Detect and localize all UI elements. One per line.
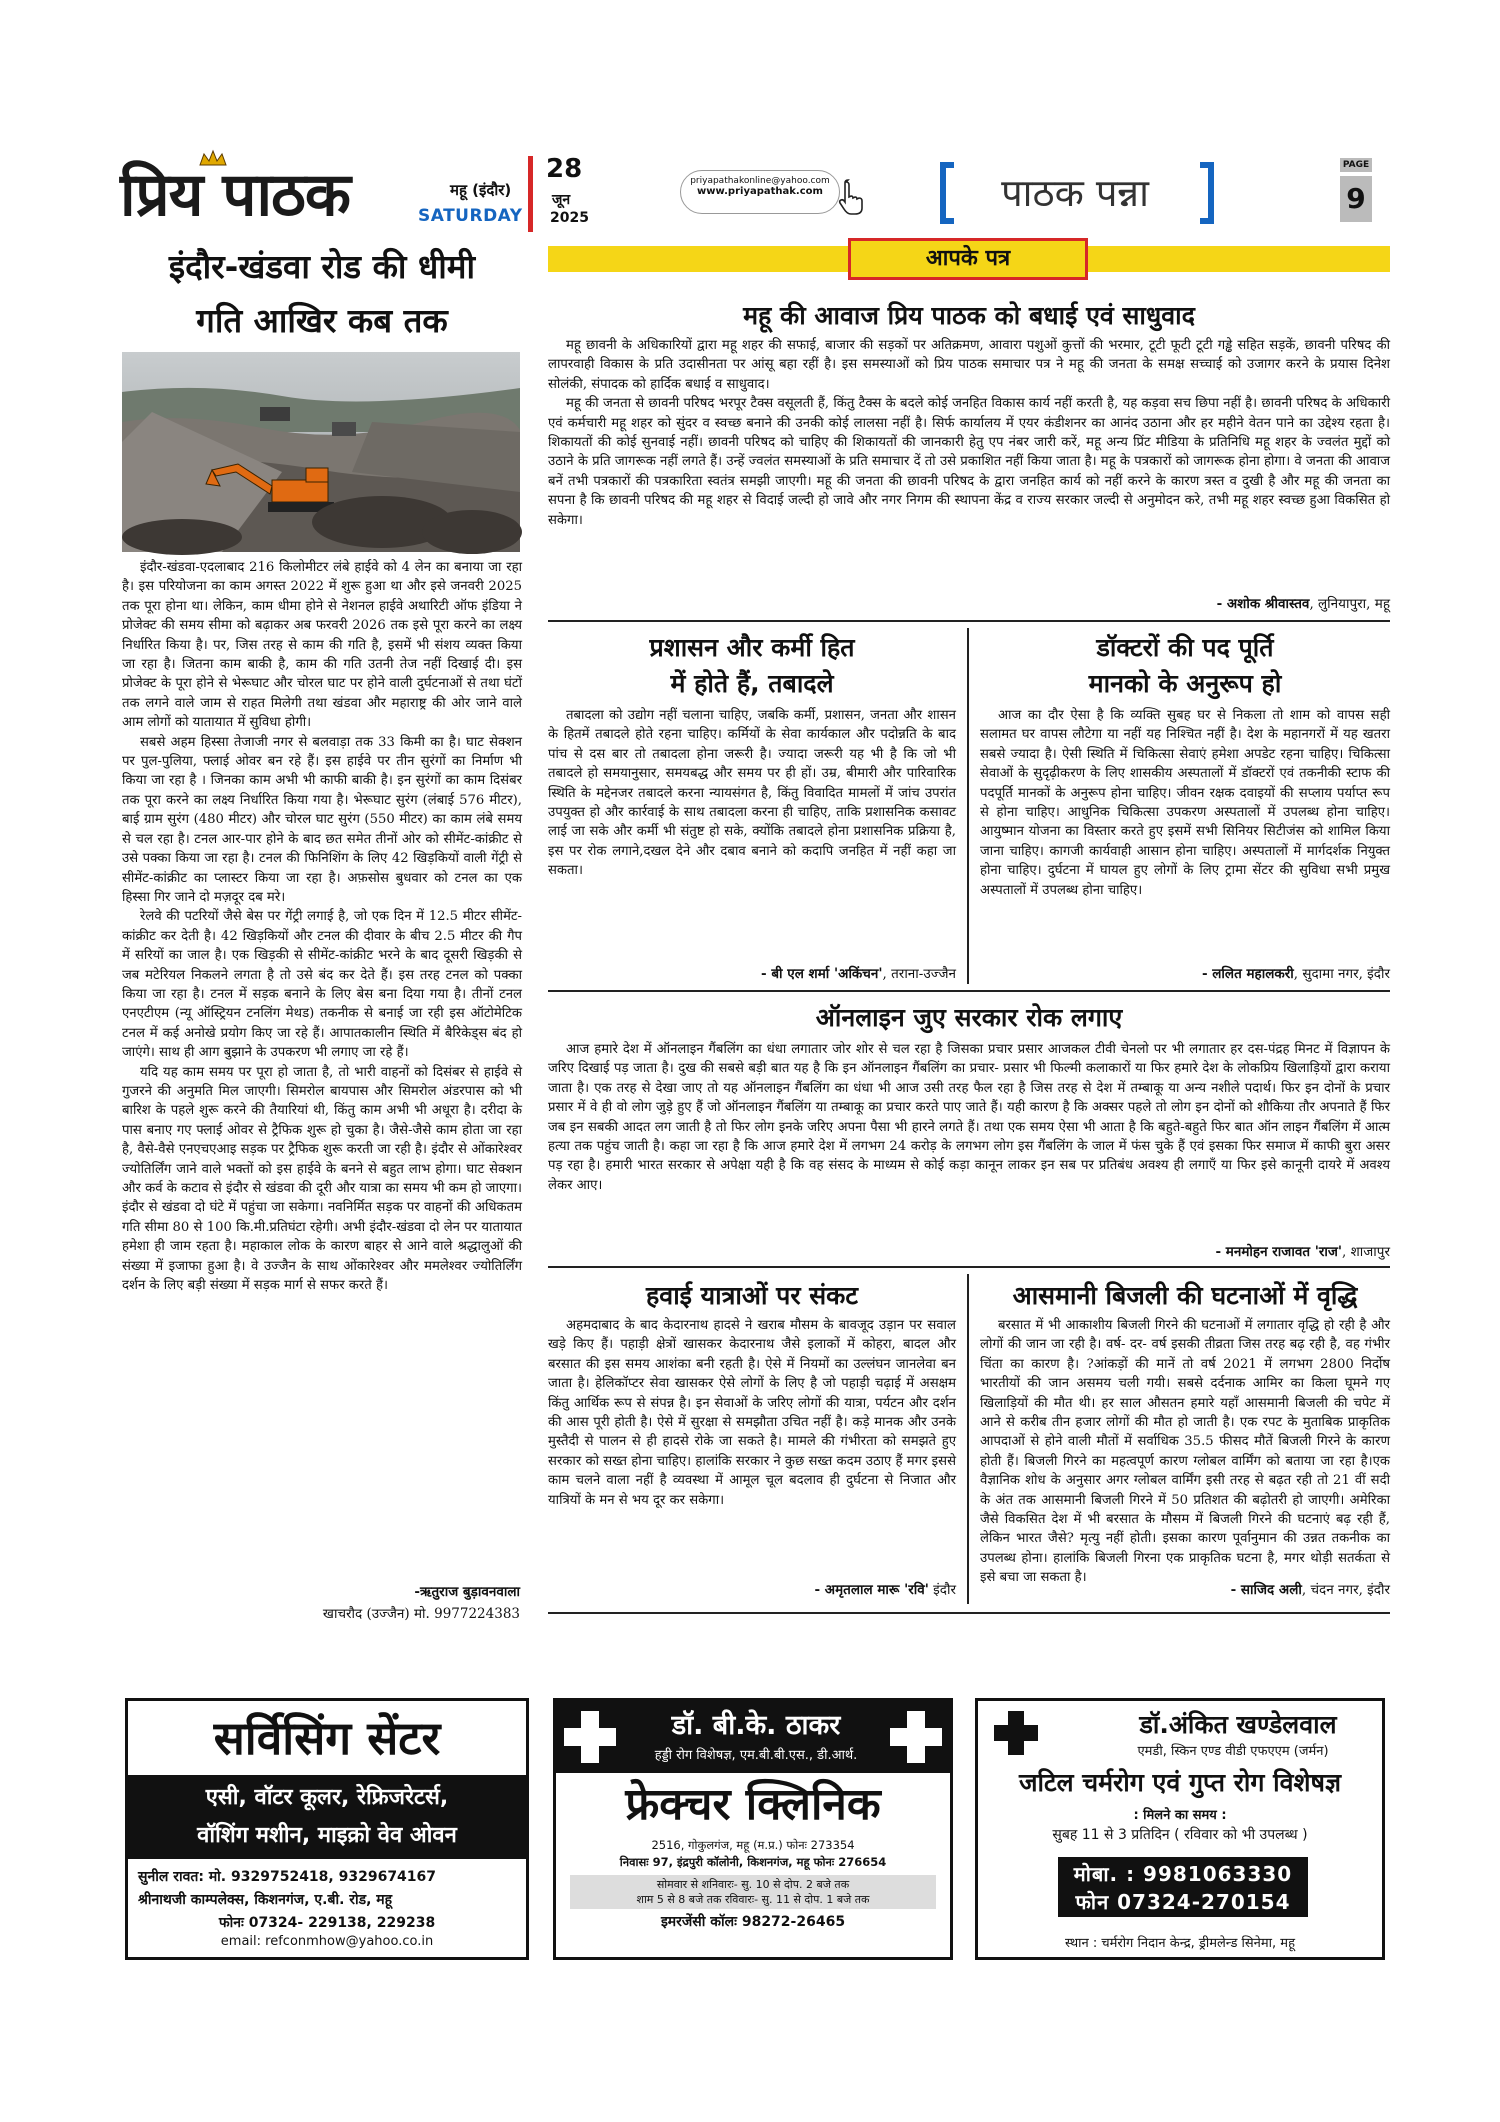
- letter6-author: - साजिद अली: [1230, 1582, 1302, 1598]
- lead-photo-excavation: [122, 352, 520, 552]
- letter4-paragraph: आज हमारे देश में ऑनलाइन गैंबलिंग का धंधा लगातार जोर शोर से चल रहा है जिसका प्रचार प्रसार आजकल टीवी चेनलो पर भी लगातार हर दस-पंद्रह मिनट में विज्ञापन के जरिए दिखाई पड़ जाता है। दुख की सबसे बड़ी बात यह है कि इन ऑनलाइन गैंबलिंग का प्रचार- प्रसार भी फिल्मी कलाकारों या फिर हमारे देश के लोकप्रिय खिलाड़ियों द्वारा कराया जाता है। एक तरह से देखा जाए तो यह ऑनलाइन गैंबलिंग का धंधा भी आज उसी तरह फैल रहा है जिस तरह से देश में तम्बाकू या अन्य नशीले पदार्थ। फिर इन दोनों के प्रचार प्रसार में वे ही वो लोग जुड़े हुए हैं जो ऑनलाइन गैंबलिंग या तम्बाकू का प्रचार करते पाए जाते हैं। यही कारण है कि अक्सर पहले तो लोग इन दोनों को शौकिया तौर अपनाते हैं फिर जब इन सबकी आदत लग जाती है तो फिर लोग इनके जरिए अपना पैसा भी हारने लगते हैं। तथा एक समय ऐसा भी आता है कि बहुते-बहुते फिर बात ऑन लाइन गैंबलिंग में आत्म हत्या तक पहुंच जाती है। कहा जा रहा है कि आज हमारे देश में लगभग 24 करोड़ के लगभग लोग इस गैंबलिंग के जाल में फंस चुके हैं एवं इसका फिर समाज में काफी बुरा असर पड़ रहा है। हमारी भारत सरकार से अपेक्षा यही है कि वह संसद के माध्यम से कोई कड़ा कानून लाकर इन सब पर प्रतिबंध अवश्य ही लगाएँ या फिर इसे कानूनी दायरे में अवश्य लेकर आए।: [548, 1042, 1390, 1193]
- ad-skin-time-label: : मिलने का समय :: [1133, 1808, 1227, 1823]
- ad-skin-doctor: डॉ.अंकित खण्डेलवाल: [1139, 1710, 1337, 1739]
- lead-headline-line2: गति आखिर कब तक: [196, 301, 448, 340]
- lead-headline: [122, 240, 522, 348]
- letter1-headline: महू की आवाज प्रिय पाठक को बधाई एवं साधुवाद: [743, 301, 1195, 330]
- letter2-body: [548, 706, 956, 926]
- ad-fracture-timings: [570, 1875, 936, 1909]
- lead-author-place: खाचरौद (उज्जैन) मो. 9977224383: [322, 1606, 520, 1622]
- ad-servicing-services: [128, 1775, 526, 1859]
- date-month: जून: [552, 192, 571, 208]
- letter2-author: - बी एल शर्मा 'अकिंचन': [761, 966, 883, 982]
- ad-skin-degree: एमडी, स्किन एण्ड वीडी एफएएम (जर्मन): [1137, 1744, 1329, 1759]
- letter2-place: , तराना-उज्जैन: [882, 966, 956, 982]
- section-title: पाठक पन्ना: [1001, 171, 1149, 215]
- letter6-body: [980, 1316, 1390, 1586]
- letter4-signature: [548, 1242, 1390, 1260]
- letter3-headline: [980, 630, 1390, 702]
- ad-skin-specialty: जटिल चर्मरोग एवं गुप्त रोग विशेषज्ञ: [1018, 1768, 1342, 1797]
- column-divider: [967, 628, 969, 984]
- letter5-place: इंदौर: [928, 1582, 956, 1598]
- letter2-headline: [548, 630, 956, 702]
- letter3-signature: [980, 964, 1390, 982]
- lead-paragraph: सबसे अहम हिस्सा तेजाजी नगर से बलवाड़ा तक 33 किमी का है। घाट सेक्शन पर पुल-पुलिया, फ्लाई ओवर बन रहे हैं। इस हाईवे पर तीन सुरंगों का निर्माण भी किया जा रहा है । जिनका काम अभी भी काफी बाकी है। इन सुरंगों का काम दिसंबर तक पूरा करने का लक्ष्य निर्धारित किया गया है। भेरूघाट सुरंग (लंबाई 576 मीटर), बाई ग्राम सुरंग (480 मीटर) और चोरल घाट सुरंग (550 मीटर) का काम लंबे समय से चल रहा है। टनल आर-पार होने के बाद छत समेत तीनों ओर को सीमेंट-कांक्रीट से उसे पक्का किया जा रहा है। टनल की फिनिशिंग के लिए 42 खिड़कियों वाली गेंट्री से सीमेंट-कांक्रीट का प्लास्टर किया जा रहा है। अफ़सोस बुधवार को टनल का एक हिस्सा गिर जाने दो मज़दूर दब मरे।: [122, 734, 522, 905]
- letter6-place: , चंदन नगर, इंदौर: [1301, 1582, 1390, 1598]
- ad-skin-phone: फोन 07324-270154: [1075, 1890, 1291, 1914]
- edition-city: महू (इंदौर): [450, 181, 512, 199]
- medical-cross-icon: [994, 1711, 1038, 1755]
- newspaper-logo: प्रिय पाठक: [120, 160, 350, 230]
- letter2-headline-line1: प्रशासन और कर्मी हित: [649, 633, 855, 662]
- letter3-headline-line1: डॉक्टरों की पद पूर्ति: [1096, 633, 1274, 662]
- medical-cross-icon: [564, 1711, 616, 1763]
- letter1-signature: [548, 594, 1390, 612]
- letter3-place: , सुदामा नगर, इंदौर: [1293, 966, 1390, 982]
- ad-fracture-header: [556, 1701, 950, 1773]
- ad-fracture-emergency: इमरजेंसी कॉलः 98272-26465: [660, 1914, 846, 1930]
- letters-band-title: आपके पत्र: [848, 238, 1088, 280]
- lead-paragraph: इंदौर-खंडवा-एदलाबाद 216 किलोमीटर लंबे हाईवे को 4 लेन का बनाया जा रहा है। इस परियोजना का काम अगस्त 2022 में शुरू हुआ था और इसे जनवरी 2025 तक पूरा होना था। लेकिन, काम धीमा होने से नेशनल हाईवे अथारिटी ऑफ इंडिया ने प्रोजेक्ट की समय सीमा को बढ़ाकर अब फरवरी 2026 तक इसे पूरा करने का लक्ष्य निर्धारित किया है। पर, जिस तरह से काम की गति है, इसमें भी संशय व्यक्त किया जा रहा है। जितना काम बाकी है, काम की गति उतनी तेज नहीं दिखाई दी। इस प्रोजेक्ट के पूरा होने से भेरूघाट और चोरल घाट पर होने वाली दुर्घटनाओं से तथा घंटों तक लगने वाले जाम से राहत मिलेगी तथा खंडवा और महाराष्ट्र की ओर जाने वाले आम लोगों को यातायात में सुविधा होगी।: [122, 560, 522, 731]
- weekday: SATURDAY: [418, 206, 523, 226]
- masthead-divider: [528, 156, 533, 232]
- ad-servicing-line2: वॉशिंग मशीन, माइक्रो वेव ओवन: [197, 1823, 457, 1848]
- lead-paragraph: यदि यह काम समय पर पूरा हो जाता है, तो भारी वाहनों को दिसंबर से हाईवे से गुजरने की अनुमति मिल जाएगी। सिमरोल बायपास और सिमरोल अंडरपास को भी बारिश के पहले शुरू करने की तैयारियां थी, किंतु काम अभी भी अधूरा है। दरीदा के पास बनाए गए फ्लाई ओवर से ट्रैफिक शुरू हो चुका है। जैसे-जैसे काम होता जा रहा है, वैसे-वैसे एनएचएआइ सड़क पर ट्रैफिक शुरू करती जा रही है। इंदौर से ओंकारेश्वर ज्योतिर्लिंग जाने वाले भक्तों को इस हाईवे के बनने से बहुत लाभ होगा। घाट सेक्शन और कर्व के कटाव से इंदौर से खंडवा की दूरी और यात्रा का समय भी कम हो जाएगा। इंदौर से खंडवा दो घंटे में पहुंचा जा सकेगा। नवनिर्मित सड़क पर वाहनों की अधिकतम गति सीमा 80 से 100 कि.मी.प्रतिघंटा रहेगी। अभी इंदौर-खंडवा दो लेन पर यातायात हमेशा ही जाम रहता है। महाकाल लोक के कारण बाहर से आने वाले श्रद्धालुओं की संख्या में इजाफा हुआ है। वे उज्जैन के साथ ओंकारेश्वर और ममलेश्वर ज्योतिर्लिंग दर्शन के लिए बड़ी संख्या में सड़क मार्ग से सफर करते हैं।: [122, 1064, 522, 1294]
- letter2-paragraph: तबादला को उद्योग नहीं चलाना चाहिए, जबकि कर्मी, प्रशासन, जनता और शासन के हितमें तबादले होते रहना चाहिए। कर्मियों के सेवा कार्यकाल और पदोन्नति के बाद पांच से दस बार तो तबादला होना जरूरी है। ज्यादा जरूरी यह भी है कि जो भी तबादले हो समयानुसार, समयबद्ध और समय पर ही हों। उम्र, बीमारी और पारिवारिक स्थिति के मद्देनजर तबादले करना न्यायसंगत है, किंतु विवादित मामलों में जांच उपरांत उपयुक्त हो और कार्रवाई के साथ तबादला करना ही चाहिए, ताकि प्रशासनिक कसावट लाई जा सके और कर्मी भी संतुष्ट हो सके, क्योंकि तबादले होना प्रशासनिक प्रक्रिया है, इस पर रोक लगाने,दखल देने और दबाव बनाने को कदापि जनहित में नहीं कहा जा सकता।: [548, 708, 956, 879]
- ad-fracture-address1: 2516, गोकुलगंज, महू (म.प्र.) फोनः 273354: [651, 1838, 855, 1852]
- letter6-paragraph: बरसात में भी आकाशीय बिजली गिरने की घटनाओं में लगातार वृद्धि हो रही है और लोगों की जान जा रही है। वर्ष- दर- वर्ष इसकी तीव्रता जिस तरह बढ़ रही है, वह गंभीर चिंता का कारण है। ?आंकड़ों की मानें तो वर्ष 2021 में लगभग 2800 निर्दोष भारतीयों की जान असमय चली गयी। सबसे दर्दनाक आमिर का किला घूमने गए खिलाड़ियों की मौत थी। हर साल औसतन हमारे यहाँ आसमानी बिजली की चपेट में आने से करीब तीन हजार लोगों की मौत हो जाती है। एक रपट के मुताबिक प्राकृतिक आपदाओं से होने वाली मौतों में सर्वाधिक 35.5 फीसद मौतें बिजली गिरने के कारण होती हैं। बिजली गिरने का महत्वपूर्ण कारण ग्लोबल वार्मिंग को बताया जा रहा है।एक वैज्ञानिक शोध के अनुसार अगर ग्लोबल वार्मिंग इसी तरह से बढ़त रही तो 21 वीं सदी के अंत तक आसमानी बिजली गिरने में 50 प्रतिशत की बढ़ोतरी हो जाएगी। अमेरिका जैसे विकसित देश में भी बरसात के मौसम में बिजली गिरने की घटनाएं बढ़ रही हैं, लेकिन भारत जैसे? मृत्यु नहीं होती। इसका कारण पूर्वानुमान की उन्नत तकनीक का उपलब्ध होना। हालांकि बिजली गिरना एक प्राकृतिक घटना है, मगर थोड़ी सतर्कता से इसे बचा जा सकता है।: [980, 1318, 1390, 1586]
- lead-author: -ऋतुराज बुड़ावनवाला: [414, 1584, 520, 1600]
- contact-box: [680, 170, 840, 214]
- divider: [548, 1266, 1390, 1268]
- letter3-body: [980, 706, 1390, 926]
- section-bracket-right: [1200, 162, 1214, 224]
- ad-skin-contact: [1058, 1857, 1308, 1917]
- ad-servicing-contact: सुनील रावत: मो. 9329752418, 9329674167: [138, 1869, 437, 1885]
- letter4-headline: ऑनलाइन जुए सरकार रोक लगाए: [815, 1003, 1123, 1032]
- ad-fracture-clinic: [553, 1698, 953, 1960]
- ad-servicing-title: सर्विसिंग सेंटर: [213, 1711, 441, 1765]
- column-divider: [967, 1274, 969, 1604]
- page-number: 9: [1340, 176, 1372, 222]
- letter1-paragraph: महू छावनी के अधिकारियों द्वारा महू शहर की सफाई, बाजार की सड़कों पर अतिक्रमण, आवारा पशुओं कुत्तों की भरमार, टूटी फूटी टूटी गड्ढे सहित सड़कें, छावनी परिषद की लापरवाही विकास के प्रति उदासीनता पर आंसू बहा रहीं है। इस समस्याओं को प्रिय पाठक समाचार पत्र ने महू की जनता के समक्ष सच्चाई को उजागर करने के प्रयास दिनेश सोलंकी, संपादक को हार्दिक बधाई व साधुवाद।: [548, 338, 1390, 392]
- ad-skin-clinic: [975, 1698, 1385, 1960]
- ad-servicing-center: [125, 1698, 529, 1960]
- date-year: 2025: [550, 210, 589, 226]
- ad-skin-time: सुबह 11 से 3 प्रतिदिन ( रविवार को भी उपलब्ध ): [1052, 1827, 1308, 1843]
- contact-website[interactable]: www.priyapathak.com: [697, 186, 823, 197]
- letter4-place: , शाजापुर: [1342, 1244, 1390, 1260]
- contact-email[interactable]: priyapathakonline@yahoo.com: [690, 176, 830, 186]
- divider: [548, 1612, 1390, 1614]
- letter2-headline-line2: में होते हैं, तबादले: [670, 669, 834, 698]
- ad-fracture-degree: हड्डी रोग विशेषज्ञ, एम.बी.बी.एस., डी.आर्थ.: [654, 1748, 858, 1763]
- letter2-signature: [548, 964, 956, 982]
- letter5-body: [548, 1316, 956, 1568]
- ad-fracture-address2: निवासः 97, इंद्रपुरी कॉलोनी, किशनगंज, महू फोनः 276654: [619, 1855, 887, 1869]
- masthead: [120, 150, 1390, 240]
- ad-servicing-line1: एसी, वॉटर कूलर, रेफ्रिजरेटर्स,: [205, 1785, 449, 1810]
- ad-fracture-doctor: डॉ. बी.के. ठाकर: [671, 1710, 841, 1741]
- ad-servicing-address: श्रीनाथजी काम्पलेक्स, किशनगंज, ए.बी. रोड, महू: [138, 1892, 393, 1908]
- letter1-paragraph: महू की जनता से छावनी परिषद भरपूर टैक्स वसूलती हैं, किंतु टैक्स के बदले कोई जनहित विकास कार्य नहीं करती है, यह कड़वा सच छिपा नहीं है। छावनी परिषद के अधिकारी एवं कर्मचारी महू शहर को सुंदर व स्वच्छ बनाने की उनकी कोई लालसा नहीं है। सिर्फ कार्यालय में एयर कंडीशनर का आनंद उठाना और हर महीने वेतन पाने का उद्देश्य रहता है। शिकायतों की कोई सुनवाई नहीं। छावनी परिषद को चाहिए की शिकायतों की जानकारी हेतु एप नंबर जारी करें, महू अन्य प्रिंट मीडिया के प्रतिनिधि महू शहर के ज्वलंत मुद्दों को उठाने के प्रति जागरूक नहीं लगते हैं। उन्हें ज्वलंत समस्याओं के प्रति समाचार दें तो उसे प्रकाशित नहीं किया जाता है। महू के पत्रकारों को जागरूक होना होगा। वे जनता की आवाज बनें तभी पत्रकारों की पत्रकारिता स्वतंत्र समझी जाएगी। महू की जनता की छावनी परिषद के द्वारा जनहित कार्य को नहीं करने के कारण त्रस्त व दुखी है और महू की जनता का सपना है कि छावनी परिषद की महू शहर से विदाई जल्दी हो जावे और नगर निगम की स्थापना केंद्र व राज्य सरकार जल्दी से अनुमोदन करे, तभी महू शहर स्वच्छ हुआ विकसित हो सकेगा।: [548, 396, 1390, 528]
- letter5-paragraph: अहमदाबाद के बाद केदारनाथ हादसे ने खराब मौसम के बावजूद उड़ान पर सवाल खड़े किए हैं। पहाड़ी क्षेत्रों खासकर केदारनाथ जैसे इलाकों में कोहरा, बादल और बरसात की इस समय आशंका बनी रहती है। ऐसे में नियमों का उल्लंघन जानलेवा बन जाता है। हेलिकॉप्टर सेवा खासकर ऐसे लोगों के लिए है जो पहाड़ी चढ़ाई में असक्षम किंतु आर्थिक रूप से संपन्न है। इन सेवाओं के जरिए लोगों की यात्रा, पर्यटन और दर्शन की आस पूरी होती है। ऐसे में सुरक्षा से समझौता उचित नहीं है। कड़े मानक और उनके मुस्तैदी से पालन से ही हादसे रोके जा सकते है। मामले की गंभीरता को समझते हुए सरकार को सख्त होना चाहिए। हालांकि सरकार ने कुछ सख्त कदम उठाए हैं मगर इससे काम चलने वाला नहीं है व्यवस्था में आमूल चूल बदलाव ही दुर्घटना से निजात और यात्रियों के मन से भय दूर कर सकेगा।: [548, 1318, 956, 1508]
- letter3-author: - ललित महालकरी: [1201, 966, 1294, 982]
- letter6-headline: आसमानी बिजली की घटनाओं में वृद्धि: [1012, 1281, 1358, 1310]
- lead-paragraph: रेलवे की पटरियों जैसे बेस पर गेंट्री लगाई है, जो एक दिन में 12.5 मीटर सीमेंट-कांक्रीट कर देती है। 42 खिड़कियों और टनल की दीवार के बीच 2.5 मीटर की गैप में सरियों का जाल है। एक खिड़की से सीमेंट-कांक्रीट भरने के बाद दूसरी खिड़की से जब मटेरियल निकलने लगता है तो उसे बंद कर देते हैं। इस तरह टनल को पक्का किया जा रहा है। टनल में सड़क बनाने के लिए बेस बना दिया गया है। तीनों टनल एनएटीएम (न्यू ऑस्ट्रियन टनलिंग मेथड) तकनीक से बनाई जा रही इस ऑटोमेटिक टनल में कई अनोखे प्रयोग किए जा रहे हैं। आपातकालीन स्थिति में बैरिकेड्स बंद हो जाएंगे। साथ ही आग बुझाने के उपकरण भी लगाए जा रहे हैं।: [122, 909, 522, 1061]
- ad-fracture-clinic-name: फ्रेक्चर क्लिनिक: [625, 1779, 881, 1830]
- ad-skin-mobile: मोबा. : 9981063330: [1073, 1862, 1293, 1886]
- letter5-headline: हवाई यात्राओं पर संकट: [646, 1281, 858, 1310]
- divider: [548, 620, 1390, 622]
- pointing-hand-icon: [838, 180, 868, 214]
- page-label: PAGE: [1340, 158, 1372, 172]
- letter3-paragraph: आज का दौर ऐसा है कि व्यक्ति सुबह घर से निकला तो शाम को वापस सही सलामत घर वापस लौटेगा या नहीं यह निश्चित नहीं है। देश के महानगरों में यह खतरा सबसे ज्यादा है। ऐसी स्थिति में चिकित्सा सेवाएं हमेशा अपडेट रहना चाहिए। चिकित्सा सेवाओं के सुदृढ़ीकरण के लिए शासकीय अस्पतालों में डॉक्टरों एवं तकनीकी स्टाफ की पदपूर्ति मानकों के अनुरूप होना चाहिए। जीवन रक्षक दवाइयों की सप्लाय पर्याप्त रूप से होना चाहिए। आधुनिक चिकित्सा उपकरण अस्पतालों में उपलब्ध होना चाहिए। आयुष्मान योजना का विस्तार करते हुए इसमें सभी सिनियर सिटीजंस को शामिल किया जाना चाहिए। कागजी कार्यवाही आसान होना चाहिए। अस्पतालों में मार्गदर्शक नियुक्त होना चाहिए। दुर्घटना में घायल हुए लोगों के लिए ट्रामा सेंटर की सुविधा सभी प्रमुख अस्पतालों में उपलब्ध होना चाहिए।: [980, 708, 1390, 898]
- ad-skin-location: स्थान : चर्मरोग निदान केन्द्र, ड्रीमलेन्ड सिनेमा, महू: [1065, 1936, 1295, 1951]
- medical-cross-icon: [890, 1711, 942, 1763]
- ad-fracture-timing2: शाम 5 से 8 बजे तक रविवारः- सु. 11 से दोप. 1 बजे तक: [636, 1893, 870, 1906]
- lead-body: [122, 558, 522, 1578]
- divider: [548, 990, 1390, 992]
- ad-servicing-email[interactable]: email: refconmhow@yahoo.co.in: [220, 1934, 434, 1949]
- ad-fracture-timing1: सोमवार से शनिवारः- सु. 10 से दोप. 2 बजे तक: [656, 1878, 850, 1891]
- lead-headline-line1: इंदौर-खंडवा रोड की धीमी: [168, 247, 476, 286]
- date-day: 28: [546, 154, 583, 184]
- letter1-author: - अशोक श्रीवास्तव: [1216, 596, 1310, 612]
- letter5-signature: [548, 1580, 956, 1598]
- letter4-body: [548, 1040, 1390, 1236]
- letter4-author: - मनमोहन राजावत 'राज': [1215, 1244, 1343, 1260]
- letter5-author: - अमृतलाल मारू 'रवि': [814, 1582, 929, 1598]
- ad-servicing-phone: फोनः 07324- 229138, 229238: [218, 1915, 436, 1931]
- letter3-headline-line2: मानको के अनुरूप हो: [1088, 669, 1282, 698]
- letter1-body: [548, 336, 1390, 586]
- letter1-place: , लुनियापुरा, महू: [1309, 596, 1390, 612]
- letter6-signature: [980, 1580, 1390, 1598]
